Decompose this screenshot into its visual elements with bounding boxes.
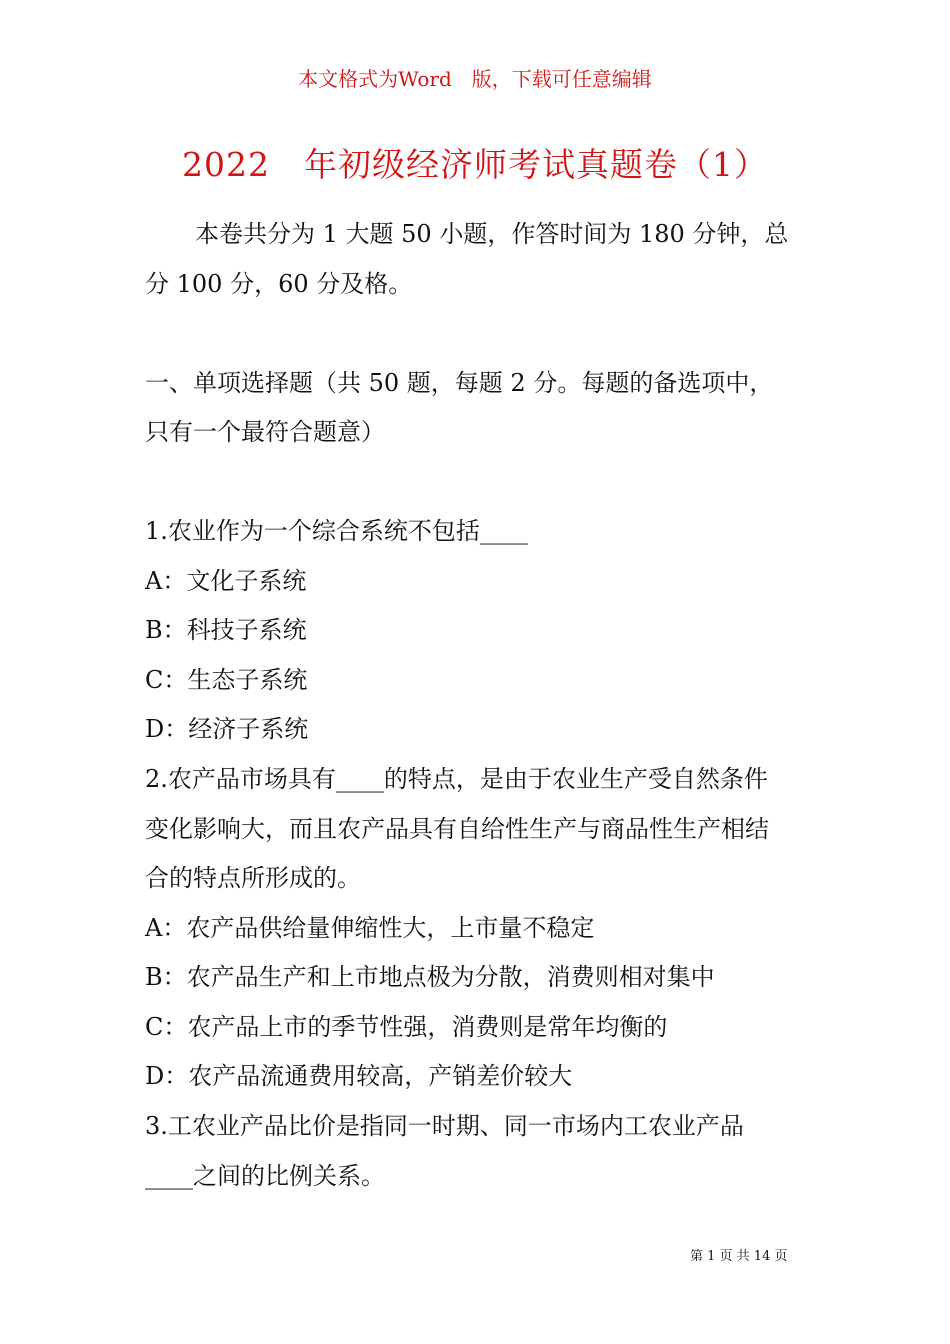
section-heading-line-1: 一、单项选择题（共 50 题，每题 2 分。每题的备选项中，	[145, 369, 774, 397]
question-3-stem-line-2: ____之间的比例关系。	[145, 1162, 385, 1190]
question-1-option-b: B：科技子系统	[145, 616, 307, 644]
question-2-option-a: A：农产品供给量伸缩性大，上市量不稳定	[145, 914, 595, 942]
question-1-stem: 1.农业作为一个综合系统不包括____	[145, 517, 528, 545]
page-title: 2022 年初级经济师考试真题卷（1）	[182, 145, 768, 184]
intro-line-2: 分 100 分，60 分及格。	[145, 270, 413, 298]
intro-line-1: 本卷共分为 1 大题 50 小题，作答时间为 180 分钟，总	[195, 220, 789, 248]
question-1-option-c: C：生态子系统	[145, 666, 308, 694]
page-number: 第 1 页 共 14 页	[690, 1249, 788, 1264]
question-2-stem-line-3: 合的特点所形成的。	[145, 864, 361, 892]
question-1-option-d: D：经济子系统	[145, 715, 309, 743]
question-2-stem-line-1: 2.农产品市场具有____的特点，是由于农业生产受自然条件	[145, 765, 768, 793]
question-3-stem-line-1: 3.工农业产品比价是指同一时期、同一市场内工农业产品	[145, 1112, 744, 1140]
question-2-stem-line-2: 变化影响大，而且农产品具有自给性生产与商品性生产相结	[145, 815, 769, 843]
question-2-option-c: C：农产品上市的季节性强，消费则是常年均衡的	[145, 1013, 668, 1041]
section-heading-line-2: 只有一个最符合题意）	[145, 418, 385, 446]
question-2-option-d: D：农产品流通费用较高，产销差价较大	[145, 1062, 573, 1090]
question-2-option-b: B：农产品生产和上市地点极为分散，消费则相对集中	[145, 963, 715, 991]
format-notice: 本文格式为Word 版，下载可任意编辑	[298, 67, 652, 91]
question-1-option-a: A：文化子系统	[145, 567, 307, 595]
